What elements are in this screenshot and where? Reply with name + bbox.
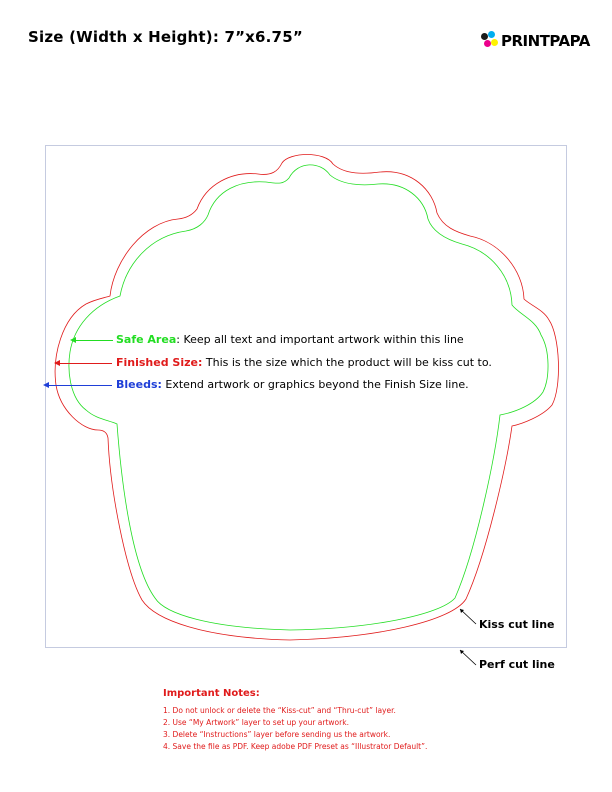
safe-area-line [69, 165, 548, 630]
safe-area-text: : Keep all text and important artwork within this line [176, 333, 464, 346]
bleeds-term: Bleeds: [116, 378, 162, 391]
note-item: 3. Delete “Instructions” layer before sending us the artwork. [163, 730, 391, 739]
safe-area-term: Safe Area [116, 333, 177, 346]
bleeds-text: Extend artwork or graphics beyond the Finish Size line. [161, 378, 469, 391]
perf-cut-label: Perf cut line [479, 658, 555, 671]
note-item: 1. Do not unlock or delete the “Kiss-cut” and “Thru-cut” layer. [163, 706, 396, 715]
safe-area-arrow-icon [75, 340, 113, 341]
note-item: 2. Use “My Artwork” layer to set up your artwork. [163, 718, 349, 727]
note-item: 4. Save the file as PDF. Keep adobe PDF Preset as “Illustrator Default”. [163, 742, 428, 751]
bleeds-arrow-icon [48, 385, 112, 386]
important-notes-title: Important Notes: [163, 688, 260, 699]
kiss-cut-label: Kiss cut line [479, 618, 555, 631]
finished-size-term: Finished Size: [116, 356, 203, 369]
finished-size-line [55, 155, 558, 641]
logo-text: PRINTPAPA [501, 32, 590, 50]
finished-size-text: This is the size which the product will be kiss cut to. [202, 356, 492, 369]
finished-size-arrow-icon [59, 363, 112, 364]
size-title: Size (Width x Height): 7”x6.75” [28, 28, 303, 46]
